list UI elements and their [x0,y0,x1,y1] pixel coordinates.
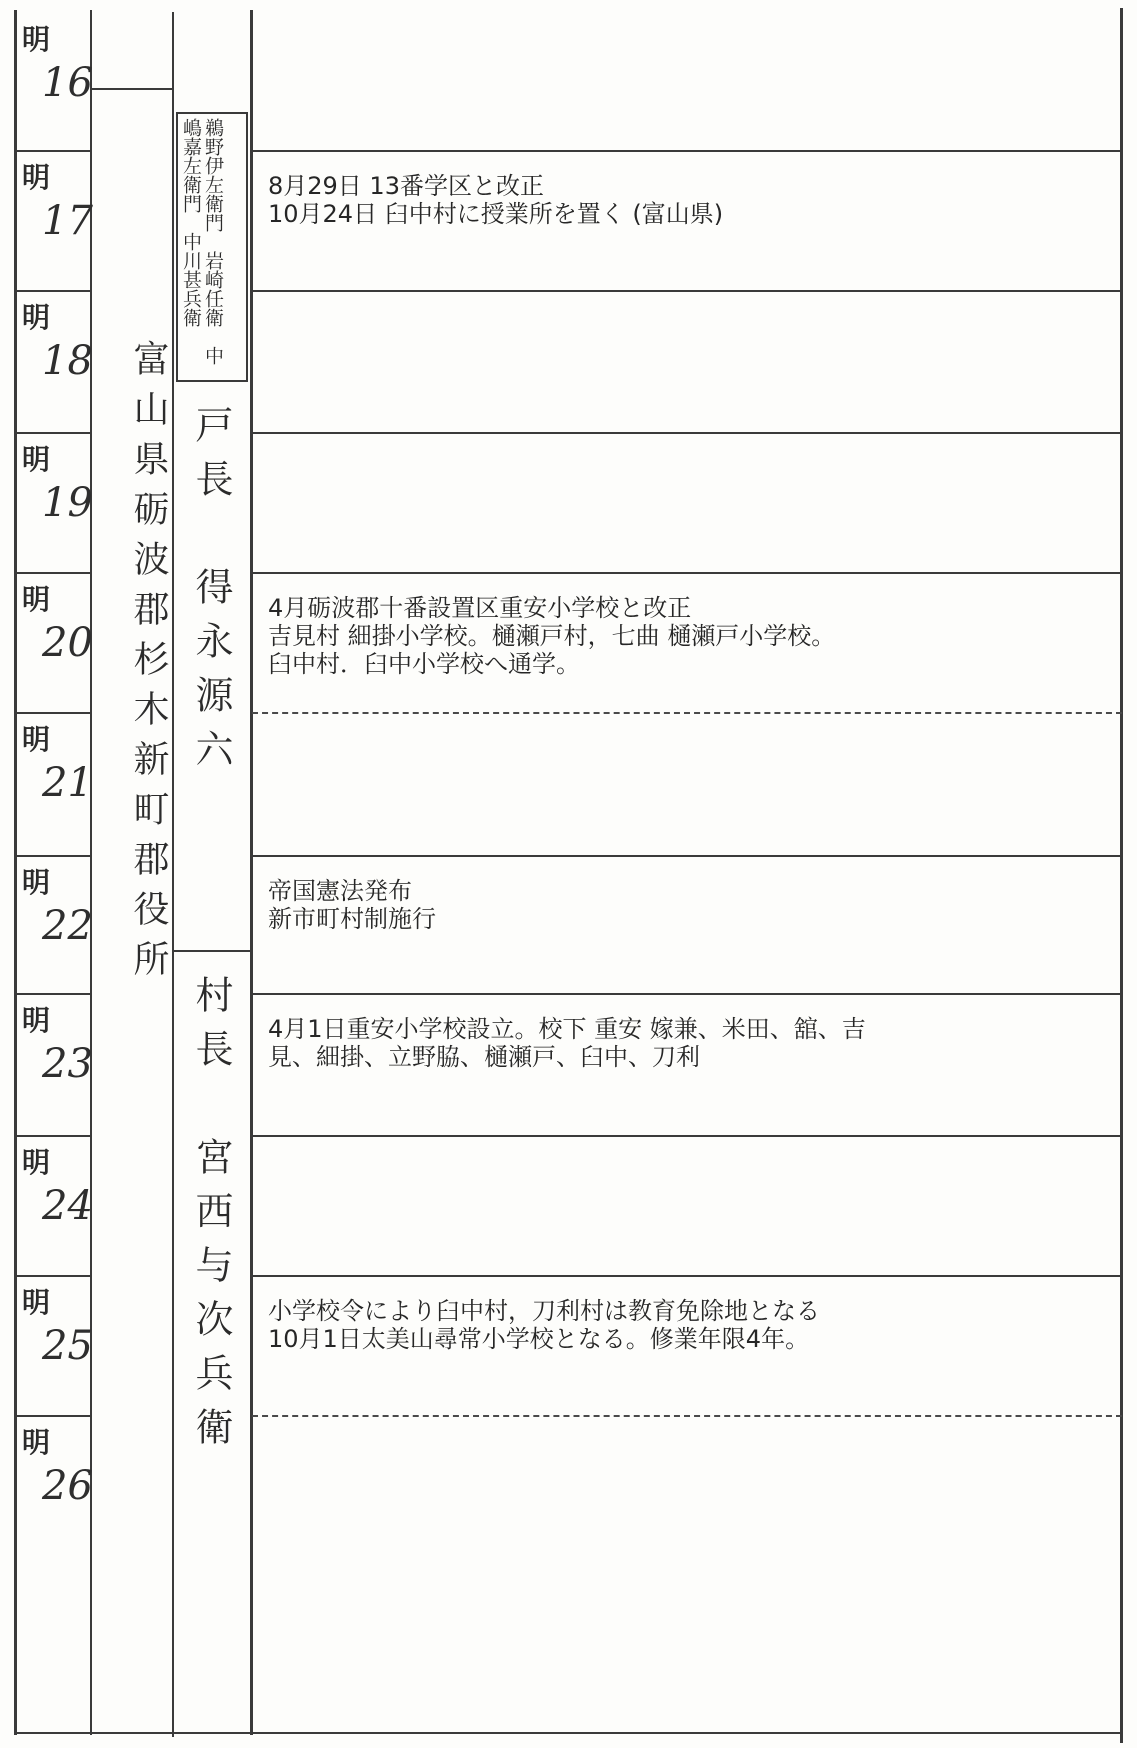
event-row-divider [252,290,1122,292]
year-number: 23 [42,1041,93,1087]
event-row-divider [252,712,1122,714]
year-number: 19 [42,480,93,526]
year-cell [16,712,93,855]
year-number: 17 [42,198,93,244]
era-mark: 明 [22,1286,51,1319]
event-line: 10月24日 臼中村に授業所を置く (富山県) [268,200,724,228]
event-line: 帝国憲法発布 [268,877,412,905]
event-line: 10月1日太美山尋常小学校となる。修業年限4年。 [268,1325,810,1353]
event-line: 見、細掛、立野脇、樋瀬戸、臼中、刀利 [268,1043,700,1071]
event-row-divider [252,855,1122,857]
year-cell [16,290,93,432]
year-cell [16,1415,93,1732]
year-number: 20 [42,620,93,666]
era-mark: 明 [22,301,51,334]
era-mark: 明 [22,1426,51,1459]
frame-right-rule [1120,8,1123,1743]
event-row-divider [252,572,1122,574]
year-number: 25 [42,1323,93,1369]
event-line: 小学校令により臼中村，刀利村は教育免除地となる [268,1297,820,1325]
year-number: 21 [42,760,93,806]
year-cell [16,432,93,572]
year-number: 18 [42,338,93,384]
event-row-divider [252,432,1122,434]
era-mark: 明 [22,161,51,194]
year-cell [16,1135,93,1275]
event-row-divider [252,1275,1122,1277]
koucho-leader: 戸長 得永源六 [189,405,233,783]
event-line: 8月29日 13番学区と改正 [268,172,544,200]
soncho-leader: 村長 宮西与次兵衛 [189,975,233,1461]
event-line: 臼中村．臼中小学校へ通学。 [268,650,580,678]
event-line: 吉見村 細掛小学校。樋瀬戸村，七曲 樋瀬戸小学校。 [268,622,836,650]
leader-divider [174,950,250,952]
event-entry [268,172,1113,228]
event-entry [268,594,1113,678]
year-cell [16,150,93,290]
year-number: 16 [42,60,93,106]
event-entry [268,1015,1113,1071]
event-line: 4月砺波郡十番設置区重安小学校と改正 [268,594,692,622]
era-mark: 明 [22,1004,51,1037]
event-line: 新市町村制施行 [268,905,436,933]
era-mark: 明 [22,443,51,476]
event-row-divider [252,993,1122,995]
event-row-divider [252,1415,1122,1417]
year-cell [16,855,93,993]
year-number: 22 [42,903,93,949]
year-number: 24 [42,1183,93,1229]
event-row-divider [252,1135,1122,1137]
frame-bottom-rule [14,1732,1122,1734]
era-mark: 明 [22,583,51,616]
early-leader-names: 鵜野伊左衛門 岩崎任衛 中嶋嘉左衛門 中川甚兵衛 [180,118,224,365]
era-mark: 明 [22,723,51,756]
event-entry [268,1297,1113,1353]
year-cell [16,993,93,1135]
county-office-label: 富山県砺波郡杉木新町郡役所 [128,340,169,990]
year-cell [16,1275,93,1415]
leader-column-rule [250,10,253,1735]
office-column-rule [172,12,174,1737]
event-entry [268,877,1113,933]
event-row-divider [252,150,1122,152]
era-mark: 明 [22,23,51,56]
era-mark: 明 [22,1146,51,1179]
year-number: 26 [42,1463,93,1509]
year-cell [16,572,93,712]
era-mark: 明 [22,866,51,899]
event-line: 4月1日重安小学校設立。校下 重安 嫁兼、米田、舘、吉 [268,1015,866,1043]
year-cell [16,12,93,150]
